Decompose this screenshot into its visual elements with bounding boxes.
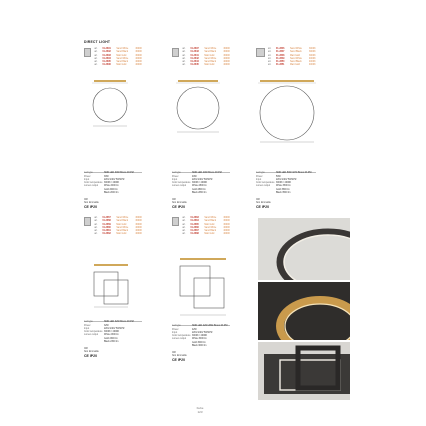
code-code: 01-2837: [190, 48, 199, 50]
drawing-ring-large: [256, 78, 322, 144]
code-finish: Sand White: [116, 217, 129, 219]
section-title: DIRECT LIGHT: [84, 40, 111, 44]
code-lm: 3000K: [223, 51, 230, 54]
code-lm: 4000K: [135, 233, 142, 236]
spec-value: 32W: [104, 324, 109, 327]
code-code: 01-2857: [102, 217, 111, 219]
code-prefix: art.: [94, 54, 98, 57]
code-prefix: art.: [182, 48, 186, 50]
code-code: 01-2848: [276, 54, 285, 57]
spec-value: Black 2800 lm: [192, 191, 207, 194]
spec-value: 3000K / 4000K: [276, 182, 292, 185]
code-lm: 3000K: [135, 217, 142, 219]
code-code: 01-2847: [276, 51, 285, 54]
code-code: 01-2850: [276, 61, 285, 64]
code-lm: 4000K: [309, 57, 316, 60]
code-code: 01-2863: [190, 217, 199, 219]
spec-value: Black 2300 lm: [104, 340, 119, 343]
code-prefix: art.: [94, 51, 98, 54]
spec-value: 3000K / 4000K: [104, 182, 120, 185]
brand-name: Febe: [196, 406, 204, 410]
product-thumbnail: [84, 48, 91, 57]
code-code: 01-2831: [102, 48, 111, 50]
code-prefix: art.: [268, 57, 272, 60]
cri-label: CRI: [256, 199, 260, 202]
code-finish: Matt Gold: [290, 54, 300, 57]
spec-label: Input: [84, 178, 90, 181]
cri-label: CRI: [84, 199, 88, 202]
spec-value: SMD LED 30W Bruno 03 PM: [104, 172, 134, 175]
code-prefix: art.: [182, 64, 186, 67]
code-prefix: art.: [268, 54, 272, 57]
spec-value: White 2800 lm: [192, 185, 207, 188]
spec-value: Gold 3500 lm: [276, 188, 290, 191]
photo-ring-gold: [258, 282, 350, 340]
code-code: 01-2842: [190, 57, 199, 60]
code-code: 01-2868: [190, 233, 199, 236]
spec-label: Color temperature: [84, 331, 103, 334]
code-finish: Sand White: [204, 57, 217, 60]
code-finish: Sand Black: [204, 230, 216, 233]
code-list: [94, 217, 142, 237]
product-thumbnail: [84, 217, 91, 226]
code-prefix: art.: [94, 220, 98, 223]
drawing-square-small: [84, 262, 144, 308]
code-prefix: art.: [94, 230, 98, 233]
spec-label: Color temperature: [84, 182, 103, 185]
certification-marks: CE IP20: [84, 353, 98, 358]
code-lm: 3000K: [223, 217, 230, 219]
code-prefix: art.: [182, 61, 186, 64]
code-finish: Matt Gold: [290, 64, 300, 67]
spec-label: Led type: [172, 325, 181, 328]
code-code: 01-2849: [276, 57, 285, 60]
code-code: 01-2832: [102, 51, 111, 54]
spec-value: SMD LED 40W Bruno 03 PM: [192, 172, 222, 175]
code-finish: Sand Black: [204, 220, 216, 223]
spec-label: Led type: [256, 172, 265, 175]
code-row: [182, 64, 230, 67]
code-finish: Sand Black: [204, 61, 216, 64]
spec-value: Black 2000 lm: [104, 191, 119, 194]
code-lm: 4000K: [135, 57, 142, 60]
code-row: [94, 233, 142, 236]
dimmable-label: Non dimmable: [84, 351, 99, 354]
spec-value: White 2300 lm: [104, 334, 119, 337]
code-lm: 3000K: [135, 54, 142, 57]
code-lm: 3000K: [309, 54, 316, 57]
product-thumbnail: [256, 48, 265, 57]
code-lm: 3000K: [135, 51, 142, 54]
spec-label: Input: [172, 331, 178, 334]
spec-value: 30W: [104, 175, 109, 178]
code-finish: Sand Black: [116, 220, 128, 223]
code-finish: Sand Black: [116, 61, 128, 64]
spec-label: Color temperature: [172, 335, 191, 338]
code-code: 01-2841: [190, 54, 199, 57]
spec-value: Gold 2300 lm: [104, 337, 118, 340]
code-row: [94, 64, 142, 67]
code-code: 01-2864: [190, 220, 199, 223]
spec-block: [172, 325, 230, 362]
code-lm: 4000K: [223, 57, 230, 60]
spec-label: Lumen output: [256, 185, 271, 188]
code-code: 01-2844: [190, 61, 199, 64]
code-prefix: art.: [94, 226, 98, 229]
spec-value: 40W: [192, 175, 197, 178]
code-code: 01-2836: [102, 64, 111, 67]
code-lm: 4000K: [309, 61, 316, 64]
spec-value: Gold 3000 lm: [192, 341, 206, 344]
spec-label: Power: [84, 324, 91, 327]
code-prefix: art.: [268, 61, 272, 64]
spec-value: White 3500 lm: [276, 185, 291, 188]
spec-label: Lumen output: [84, 185, 99, 188]
spec-value: 220V-240V 50/60Hz: [192, 331, 213, 334]
cri-label: CRI: [172, 352, 176, 355]
code-finish: Sand White: [290, 57, 302, 60]
code-lm: 3000K: [135, 220, 142, 223]
dimmable-label: Non dimmable: [172, 355, 187, 358]
code-prefix: art.: [94, 57, 98, 60]
code-prefix: art.: [182, 226, 186, 229]
code-finish: Matt Gold: [116, 223, 127, 226]
cri-label: CRI: [172, 199, 176, 202]
code-code: 01-2866: [190, 226, 199, 229]
code-prefix: art.: [182, 230, 186, 233]
code-lm: 3000K: [309, 51, 316, 54]
spec-value: Gold 2000 lm: [104, 188, 118, 191]
code-lm: 4000K: [223, 230, 230, 233]
spec-block: [84, 172, 142, 209]
code-finish: Matt Gold: [116, 54, 127, 57]
code-finish: Sand White: [204, 48, 217, 50]
code-code: 01-2859: [102, 223, 111, 226]
code-finish: Sand Black: [204, 51, 216, 54]
code-finish: Matt Gold: [116, 233, 127, 236]
spec-label: Input: [172, 178, 178, 181]
code-lm: 3000K: [223, 223, 230, 226]
code-prefix: art.: [182, 220, 186, 223]
code-code: 01-2860: [102, 226, 111, 229]
code-list: [94, 48, 142, 68]
spec-value: White 2000 lm: [104, 185, 119, 188]
code-prefix: art.: [94, 223, 98, 226]
code-code: 01-2851: [276, 64, 285, 67]
code-prefix: art.: [182, 217, 186, 219]
code-lm: 3000K: [135, 223, 142, 226]
certification-marks: CE IP20: [256, 204, 270, 209]
spec-label: Led type: [84, 172, 93, 175]
code-finish: Sand White: [204, 217, 217, 219]
spec-value: 3000K / 4000K: [192, 182, 208, 185]
spec-label: Power: [84, 175, 91, 178]
spec-label: Lumen output: [172, 185, 187, 188]
spec-value: 42W: [192, 328, 197, 331]
code-finish: Sand White: [116, 226, 129, 229]
page-footer: [180, 406, 220, 414]
spec-value: Black 3500 lm: [276, 191, 291, 194]
page-number: 123: [197, 410, 203, 414]
code-finish: Matt Gold: [204, 223, 215, 226]
certification-marks: CE IP20: [84, 204, 98, 209]
certification-marks: CE IP20: [172, 204, 186, 209]
spec-label: Color temperature: [172, 182, 191, 185]
spec-value: SMD LED 50W 3270 Bruno 03 PM: [276, 172, 312, 175]
code-code: 01-2846: [276, 48, 285, 50]
code-lm: 4000K: [223, 64, 230, 67]
spec-label: Lumen output: [84, 334, 99, 337]
code-prefix: art.: [182, 51, 186, 54]
spec-label: Lumen output: [172, 338, 187, 341]
code-code: 01-2861: [102, 230, 111, 233]
product-thumbnail: [172, 48, 179, 57]
spec-value: 50W: [276, 175, 281, 178]
code-prefix: art.: [182, 233, 186, 236]
code-finish: Sand White: [290, 48, 302, 50]
code-finish: Sand White: [204, 226, 217, 229]
spec-value: SMD LED 32W Bruno 03 PM: [104, 321, 134, 324]
code-finish: Sand Black: [290, 51, 302, 54]
spec-value: SMD LED 42W 2802 Bruno 03 PM: [192, 325, 228, 328]
code-lm: 4000K: [135, 230, 142, 233]
spec-label: Led type: [84, 321, 93, 324]
code-code: 01-2834: [102, 57, 111, 60]
code-list: [268, 48, 316, 68]
spec-label: Input: [84, 327, 90, 330]
code-code: 01-2867: [190, 230, 199, 233]
cri-label: CRI: [84, 348, 88, 351]
spec-block: [172, 172, 230, 209]
code-code: 01-2835: [102, 61, 111, 64]
code-code: 01-2865: [190, 223, 199, 226]
code-finish: Sand White: [116, 57, 129, 60]
code-lm: 4000K: [135, 226, 142, 229]
code-prefix: art.: [94, 61, 98, 64]
photo-square-black: [258, 342, 350, 400]
code-code: 01-2862: [102, 233, 111, 236]
spec-label: Power: [172, 175, 179, 178]
spec-label: Led type: [172, 172, 181, 175]
code-lm: 4000K: [135, 61, 142, 64]
spec-value: White 3000 lm: [192, 338, 207, 341]
spec-value: 3000K / 4000K: [104, 331, 120, 334]
spec-value: 220V-240V 50/60Hz: [104, 327, 125, 330]
code-prefix: art.: [94, 64, 98, 67]
code-row: [182, 233, 230, 236]
code-lm: 4000K: [309, 64, 316, 67]
code-prefix: art.: [182, 57, 186, 60]
photo-ring-wall: [258, 218, 350, 280]
code-prefix: art.: [268, 64, 272, 67]
drawing-square-large: [172, 256, 238, 318]
code-finish: Sand Black: [116, 51, 128, 54]
code-prefix: art.: [94, 48, 98, 50]
code-lm: 4000K: [223, 233, 230, 236]
code-finish: Matt Gold: [204, 64, 215, 67]
spec-block: [84, 321, 142, 358]
code-list: [182, 217, 230, 237]
code-lm: 3000K: [309, 48, 316, 50]
dimmable-label: Non dimmable: [256, 202, 271, 205]
spec-value: 3000K / 4000K: [192, 335, 208, 338]
code-prefix: art.: [182, 223, 186, 226]
product-thumbnail: [172, 217, 179, 226]
code-finish: Sand White: [116, 48, 129, 50]
spec-value: 220V-240V 50/60Hz: [276, 178, 297, 181]
drawing-ring-medium: [172, 78, 232, 134]
code-prefix: art.: [94, 233, 98, 236]
code-prefix: art.: [268, 51, 272, 54]
code-lm: 3000K: [223, 220, 230, 223]
code-row: [268, 64, 316, 67]
spec-block: [256, 172, 316, 209]
spec-label: Power: [172, 328, 179, 331]
code-finish: Matt Gold: [204, 54, 215, 57]
code-lm: 4000K: [223, 226, 230, 229]
code-finish: Sand Black: [290, 61, 302, 64]
code-prefix: art.: [182, 54, 186, 57]
certification-marks: CE IP20: [172, 357, 186, 362]
dimmable-label: Non dimmable: [84, 202, 99, 205]
spec-value: 220V-240V 50/60Hz: [192, 178, 213, 181]
code-lm: 3000K: [223, 48, 230, 50]
spec-label: Color temperature: [256, 182, 275, 185]
code-list: [182, 48, 230, 68]
code-finish: Sand Black: [116, 230, 128, 233]
spec-value: Black 3000 lm: [192, 344, 207, 347]
code-lm: 4000K: [223, 61, 230, 64]
code-code: 01-2833: [102, 54, 111, 57]
code-prefix: art.: [268, 48, 272, 50]
spec-label: Power: [256, 175, 263, 178]
code-prefix: art.: [94, 217, 98, 219]
spec-value: Gold 2800 lm: [192, 188, 206, 191]
spec-value: 220V-240V 50/60Hz: [104, 178, 125, 181]
code-code: 01-2843: [190, 51, 199, 54]
code-code: 01-2845: [190, 64, 199, 67]
dimmable-label: Non dimmable: [172, 202, 187, 205]
spec-label: Input: [256, 178, 262, 181]
drawing-ring-small: [84, 78, 144, 130]
code-finish: Matt Gold: [116, 64, 127, 67]
code-code: 01-2858: [102, 220, 111, 223]
code-lm: 3000K: [223, 54, 230, 57]
code-finish: Matt Gold: [204, 233, 215, 236]
code-lm: 4000K: [135, 64, 142, 67]
code-lm: 3000K: [135, 48, 142, 50]
